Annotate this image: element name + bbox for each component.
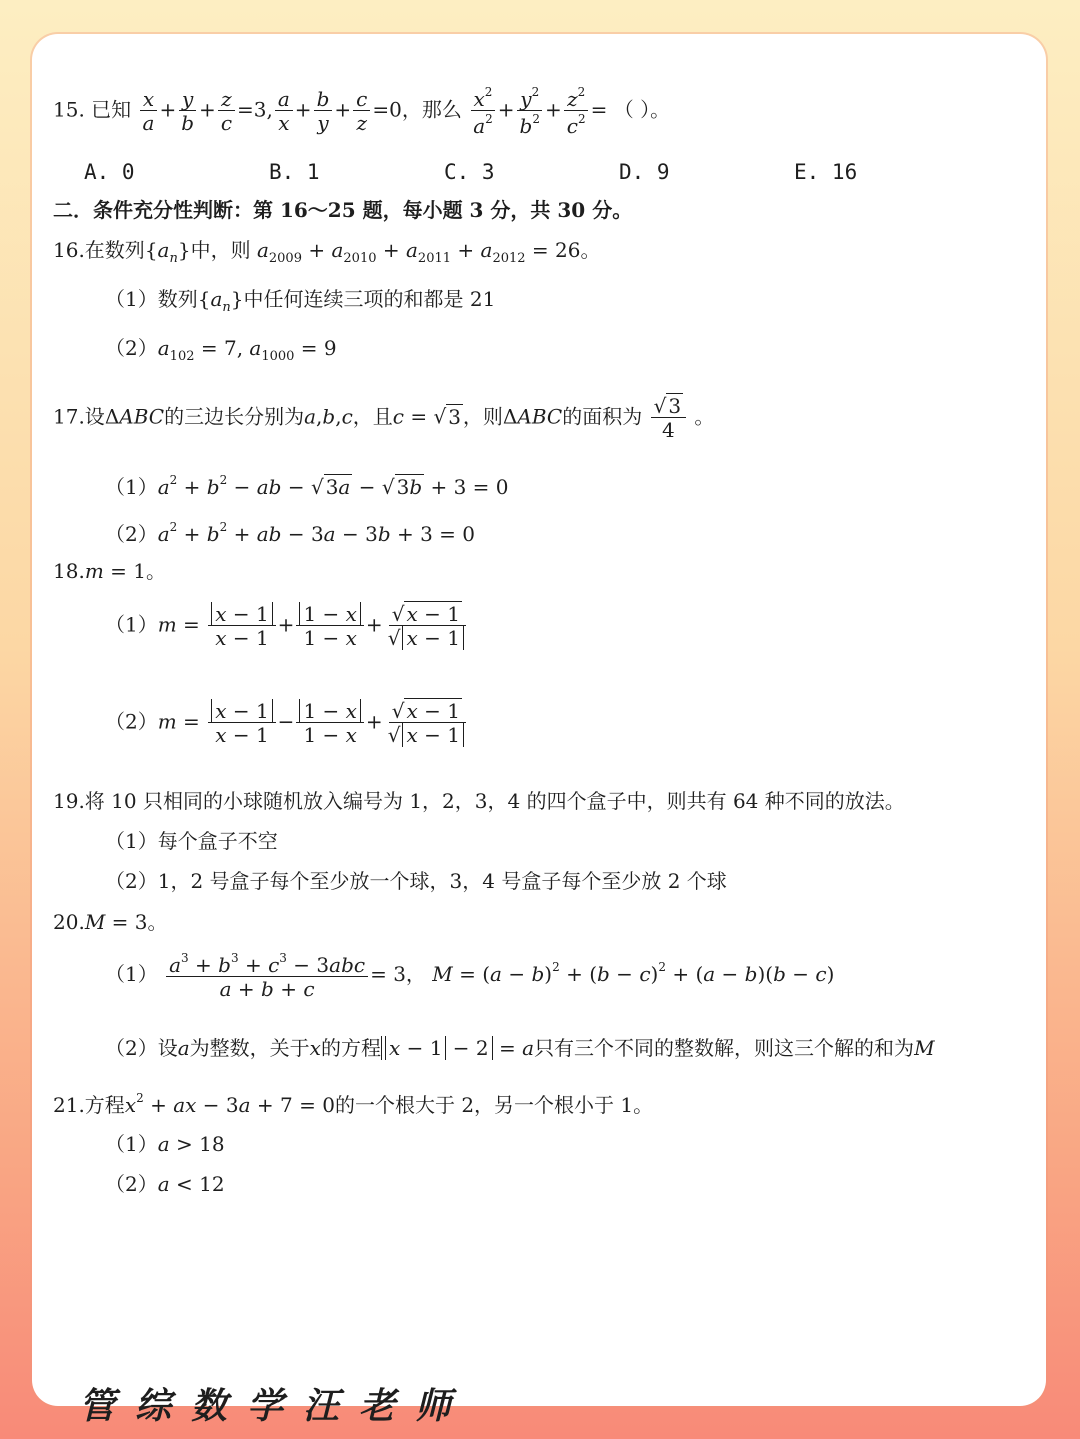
q17-stem: 17.设ΔABC的三边长分别为a,b,c，且c = √ 3 ，则ΔABC的面积为 $\frac{√ 3}{4}$ 。 [53, 394, 715, 442]
q21-condition-2: （2）a < 12 [105, 1172, 225, 1196]
problem-sheet-card [32, 34, 1046, 1427]
q15-option-e[interactable]: E. 16 [794, 160, 858, 184]
q16-condition-1: （1）数列$\{a_n\}$中任何连续三项的和都是 21 [105, 287, 496, 315]
q18-stem: 18.m = 1。 [53, 559, 166, 583]
q17-condition-1: $(1)a^2 + b^2$ − ab − √ 3a − √ 3b + 3 = 0 [105, 473, 509, 499]
q18-condition-1: （1）m = $\frac{x - 1}{x - 1}$ + $\frac{1 - x}{1 - x}$ + $\frac{√ x - 1}{√ x - 1}$ [105, 604, 471, 648]
q15-option-b[interactable]: B. 1 [269, 160, 320, 184]
q21-stem: 21.方程$x^2$ + ax − 3a + 7 = 0的一个根大于 2，另一个根小于 1。 [53, 1091, 654, 1117]
q16-condition-2: $(2)a_{102} = 7$, $a_{1000} = 9$ [105, 336, 337, 364]
q15-option-d[interactable]: D. 9 [619, 160, 670, 184]
q16-stem: 16.在数列$\{a_n\}$中，则 $a_{2009} + a_{2010} + a_{2011} + a_{2012} = 26$。 [53, 238, 601, 266]
q15-option-a[interactable]: A. 0 [84, 160, 135, 184]
q19-condition-1: （1）每个盒子不空 [105, 829, 278, 853]
q20-condition-2: （2）设a为整数，关于x的方程 x − 1 − 2 = a只有三个不同的整数解，则这三个解的和为M [105, 1036, 935, 1060]
q15-option-c[interactable]: C. 3 [444, 160, 495, 184]
author-signature: 管综数学汪老师 [79, 1386, 472, 1427]
q19-stem: 19.将 10 只相同的小球随机放入编号为 1，2，3，4 的四个盒子中，则共有 64 种不同的放法。 [53, 789, 905, 813]
q18-condition-2: （2）m = $\frac{x - 1}{x - 1}$ − $\frac{1 - x}{1 - x}$ + $\frac{√ x - 1}{√ x - 1}$ [105, 701, 471, 745]
section-heading: 二．条件充分性判断：第 16～25 题，每小题 3 分，共 30 分。 [53, 198, 633, 222]
q19-condition-2: （2）1，2 号盒子每个至少放一个球，3，4 号盒子每个至少放 2 个球 [105, 869, 727, 893]
q20-stem: 20.M = 3。 [53, 910, 168, 934]
q17-condition-2: $(2)a^2 + b^2$ + ab − 3a − 3b + 3 = 0 [105, 520, 476, 546]
q21-condition-1: （1）a > 18 [105, 1132, 225, 1156]
q15-stem: 15. 已知 $\frac{x}{a}$ + $\frac{y}{b}$ + $\frac{z}{c}$ =3, $\frac{a}{x}$ + $\frac{b}{y}$ + $\frac{c}{z}$ =0，那么 $\frac{x^2}{a^2}$ + $\frac{y^2}{b^2}$ + $\frac{z^2}{c^2}$ = （ ）。 [53, 85, 671, 138]
q20-condition-1: （1） $\frac{a^3 + b^3 + c^3 - 3abc}{a + b + c}$ = 3， $M = (a - b)^2 + (b - c)^2 + (a - b)(b - c)$ [105, 951, 835, 1001]
